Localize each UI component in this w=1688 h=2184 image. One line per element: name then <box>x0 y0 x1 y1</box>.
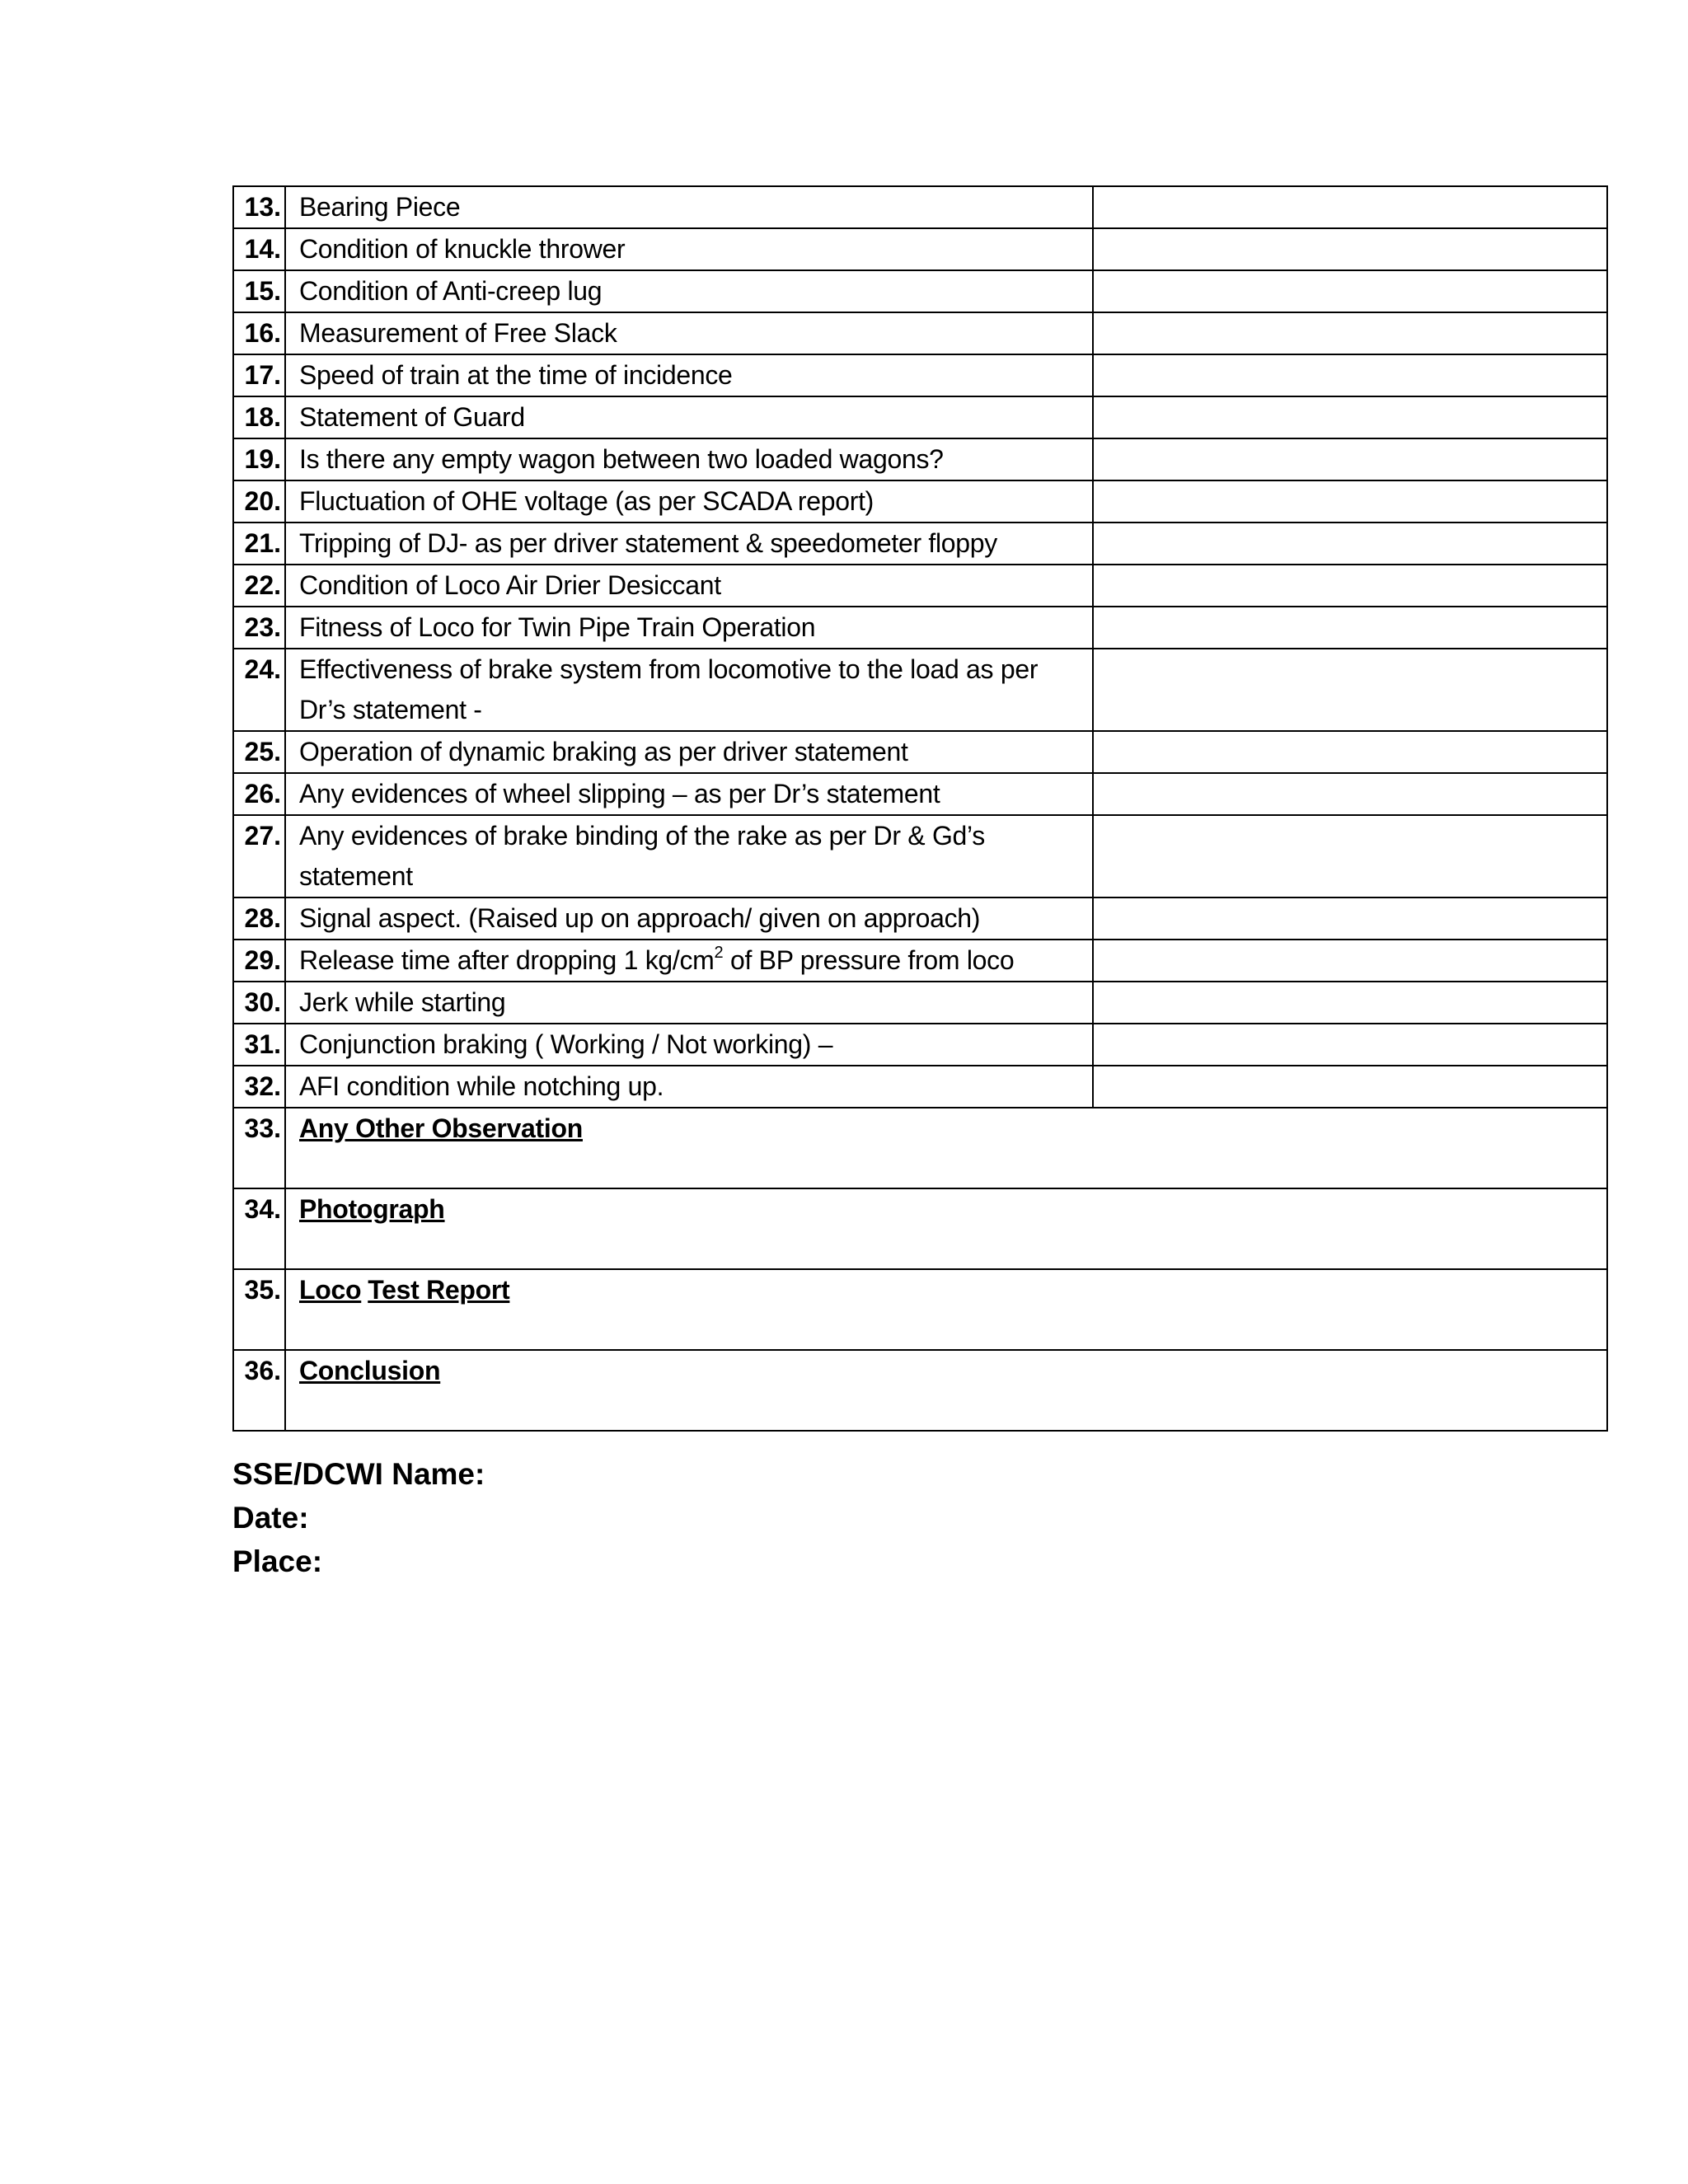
row-item: Any evidences of brake binding of the rake as per Dr & Gd’s statement <box>285 815 1093 898</box>
row-value-cell[interactable] <box>1093 731 1607 773</box>
row-item: Is there any empty wagon between two loaded wagons? <box>285 438 1093 480</box>
row-item: Conjunction braking ( Working / Not working) – <box>285 1024 1093 1066</box>
row-number: 23. <box>233 607 285 649</box>
row-value-cell[interactable] <box>1093 982 1607 1024</box>
table-row <box>233 1024 1607 1066</box>
table-row <box>233 228 1607 270</box>
row-value-cell[interactable] <box>1093 773 1607 815</box>
table-row <box>233 480 1607 523</box>
table-row <box>233 731 1607 773</box>
section-heading: Test Report <box>368 1275 510 1305</box>
place-label: Place: <box>232 1544 323 1578</box>
row-number: 20. <box>233 480 285 523</box>
row-item: Statement of Guard <box>285 396 1093 438</box>
row-number: 15. <box>233 270 285 312</box>
table-row <box>233 773 1607 815</box>
row-number: 16. <box>233 312 285 354</box>
row-value-cell[interactable] <box>1093 270 1607 312</box>
name-label: SSE/DCWI Name: <box>232 1457 485 1491</box>
row-item: Any evidences of wheel slipping – as per Dr’s statement <box>285 773 1093 815</box>
row-number: 34. <box>233 1188 285 1269</box>
row-value-cell[interactable] <box>1093 396 1607 438</box>
row-item: Measurement of Free Slack <box>285 312 1093 354</box>
row-item: Condition of Anti-creep lug <box>285 270 1093 312</box>
row-value-cell[interactable] <box>1093 1024 1607 1066</box>
row-value-cell[interactable] <box>1093 1066 1607 1108</box>
row-item <box>285 940 1093 982</box>
row-value-cell[interactable] <box>1093 186 1607 228</box>
table-row-wide <box>233 1188 1607 1269</box>
row-number: 17. <box>233 354 285 396</box>
row-item: Effectiveness of brake system from locomotive to the load as per Dr’s statement - <box>285 649 1093 731</box>
section-heading: Any Other Observation <box>299 1113 583 1143</box>
signature-block <box>232 1452 485 1583</box>
row-item-text: Release time after dropping 1 kg/cm <box>299 945 715 975</box>
superscript: 2 <box>714 944 724 963</box>
row-item: AFI condition while notching up. <box>285 1066 1093 1108</box>
row-item: Speed of train at the time of incidence <box>285 354 1093 396</box>
row-item: Fitness of Loco for Twin Pipe Train Operation <box>285 607 1093 649</box>
conclusion-section[interactable] <box>285 1350 1607 1431</box>
row-item: Bearing Piece <box>285 186 1093 228</box>
row-number: 26. <box>233 773 285 815</box>
row-number: 28. <box>233 898 285 940</box>
row-number: 14. <box>233 228 285 270</box>
row-number: 29. <box>233 940 285 982</box>
table-row <box>233 649 1607 731</box>
row-number: 13. <box>233 186 285 228</box>
table-row <box>233 438 1607 480</box>
table-row <box>233 270 1607 312</box>
table-row-wide <box>233 1269 1607 1350</box>
table-row-wide <box>233 1350 1607 1431</box>
table-row <box>233 312 1607 354</box>
row-value-cell[interactable] <box>1093 565 1607 607</box>
row-value-cell[interactable] <box>1093 815 1607 898</box>
row-value-cell[interactable] <box>1093 898 1607 940</box>
table-row <box>233 607 1607 649</box>
row-number: 24. <box>233 649 285 731</box>
table-row <box>233 565 1607 607</box>
photograph-section[interactable] <box>285 1188 1607 1269</box>
row-value-cell[interactable] <box>1093 523 1607 565</box>
row-item: Condition of knuckle thrower <box>285 228 1093 270</box>
inspection-checklist-table <box>232 185 1608 1432</box>
row-number: 18. <box>233 396 285 438</box>
row-value-cell[interactable] <box>1093 940 1607 982</box>
row-value-cell[interactable] <box>1093 649 1607 731</box>
loco-test-report-section[interactable] <box>285 1269 1607 1350</box>
row-value-cell[interactable] <box>1093 312 1607 354</box>
observation-section[interactable] <box>285 1108 1607 1188</box>
row-number: 30. <box>233 982 285 1024</box>
table-row <box>233 354 1607 396</box>
section-heading: Conclusion <box>299 1356 441 1385</box>
row-value-cell[interactable] <box>1093 354 1607 396</box>
table-row <box>233 940 1607 982</box>
row-value-cell[interactable] <box>1093 480 1607 523</box>
row-number: 19. <box>233 438 285 480</box>
row-value-cell[interactable] <box>1093 607 1607 649</box>
row-item: Condition of Loco Air Drier Desiccant <box>285 565 1093 607</box>
table-row <box>233 982 1607 1024</box>
table-row <box>233 898 1607 940</box>
row-number: 31. <box>233 1024 285 1066</box>
row-value-cell[interactable] <box>1093 228 1607 270</box>
row-item: Signal aspect. (Raised up on approach/ given on approach) <box>285 898 1093 940</box>
row-number: 21. <box>233 523 285 565</box>
row-number: 33. <box>233 1108 285 1188</box>
row-item: Jerk while starting <box>285 982 1093 1024</box>
table-row <box>233 186 1607 228</box>
row-item: Fluctuation of OHE voltage (as per SCADA report) <box>285 480 1093 523</box>
row-number: 36. <box>233 1350 285 1431</box>
table-row <box>233 523 1607 565</box>
table-row-wide <box>233 1108 1607 1188</box>
table-row <box>233 1066 1607 1108</box>
row-value-cell[interactable] <box>1093 438 1607 480</box>
row-number: 32. <box>233 1066 285 1108</box>
section-heading: Loco <box>299 1275 362 1305</box>
table-row <box>233 815 1607 898</box>
row-item: Operation of dynamic braking as per driver statement <box>285 731 1093 773</box>
table-row <box>233 396 1607 438</box>
row-number: 27. <box>233 815 285 898</box>
row-number: 22. <box>233 565 285 607</box>
row-item: Tripping of DJ- as per driver statement & speedometer floppy <box>285 523 1093 565</box>
row-item-text: of BP pressure from loco <box>723 945 1015 975</box>
section-heading: Photograph <box>299 1194 445 1224</box>
date-label: Date: <box>232 1501 309 1535</box>
row-number: 25. <box>233 731 285 773</box>
row-number: 35. <box>233 1269 285 1350</box>
